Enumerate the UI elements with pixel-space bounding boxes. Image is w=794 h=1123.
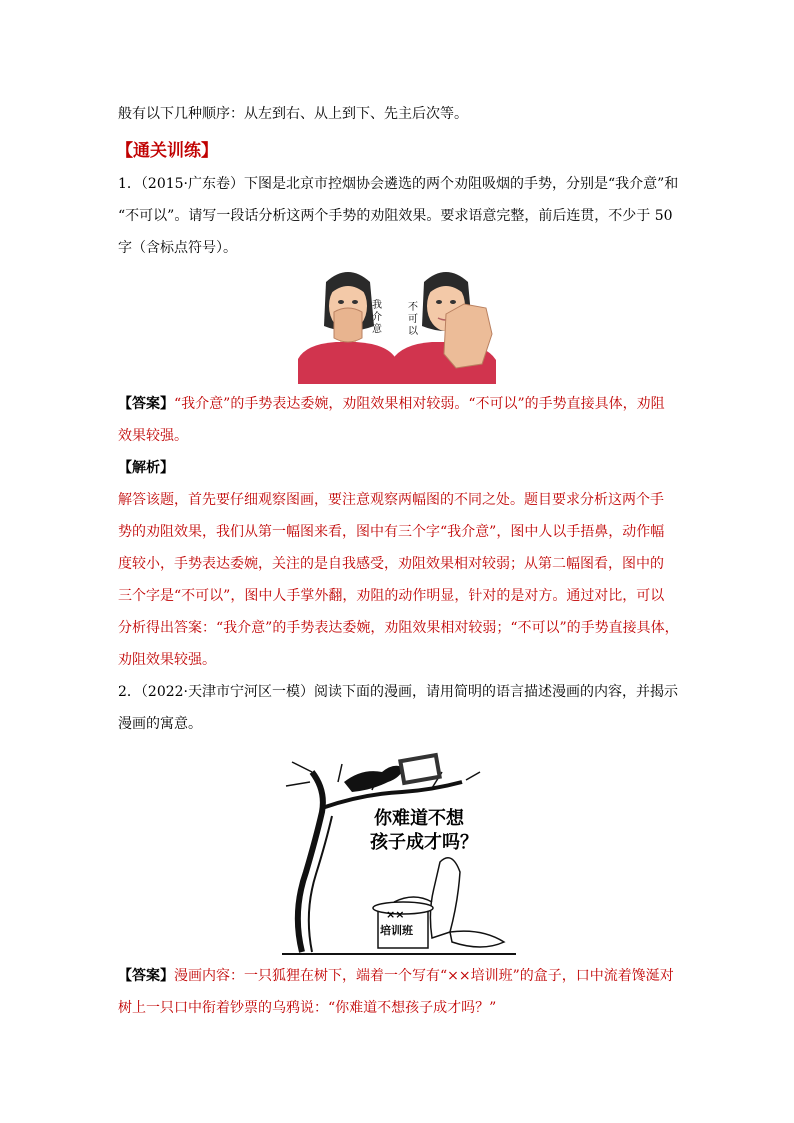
q1-answer-line-1: [118, 394, 665, 414]
q2-line-2: 漫画的寓意。: [118, 716, 202, 732]
answer-label: 【答案】: [118, 968, 174, 984]
analysis-line: 度较小，手势表达委婉，关注的是自我感受，劝阻效果相对较弱；从第二幅图看，图中的: [118, 556, 664, 572]
analysis-line: 分析得出答案：“我介意”的手势表达委婉，劝阻效果相对较弱；“不可以”的手势直接具体，: [118, 620, 679, 636]
cartoon-speech-line-2: 孩子成才吗？: [370, 832, 478, 853]
q2-line-1: 2．（2022·天津市宁河区一模）阅读下面的漫画，请用简明的语言描述漫画的内容，并揭示: [118, 684, 678, 700]
answer-label: 【答案】: [118, 396, 174, 412]
q1-line-1: 1．（2015·广东卷）下图是北京市控烟协会遴选的两个劝阻吸烟的手势，分别是“我介意”和: [118, 176, 679, 192]
q1-answer-line-2: 效果较强。: [118, 428, 188, 444]
analysis-line: 势的劝阻效果，我们从第一幅图来看，图中有三个字“我介意”，图中人以手捂鼻，动作幅: [118, 524, 665, 540]
intro-line: 般有以下几种顺序：从左到右、从上到下、先主后次等。: [118, 106, 468, 122]
cartoon-box-label-top: ××: [386, 908, 405, 921]
analysis-line: 解答该题，首先要仔细观察图画，要注意观察两幅图的不同之处。题目要求分析这两个手: [118, 492, 664, 508]
gesture-left-label: 我介意: [372, 300, 382, 335]
cartoon-illustration: [282, 742, 516, 956]
q2-answer-line-1: [118, 966, 674, 986]
q1-line-2: “不可以”。请写一段话分析这两个手势的劝阻效果。要求语意完整，前后连贯，不少于 50: [118, 208, 673, 224]
analysis-line: 劝阻效果较强。: [118, 652, 216, 668]
gesture-photo: [296, 264, 496, 384]
q1-line-3: 字（含标点符号）。: [118, 240, 237, 256]
analysis-label: 【解析】: [118, 460, 174, 476]
analysis-line: 三个字是“不可以”，图中人手掌外翻，劝阻的动作明显，针对的是对方。通过对比，可以: [118, 588, 665, 604]
answer-text: 漫画内容：一只狐狸在树下，端着一个写有“××培训班”的盒子，口中流着馋涎对: [174, 968, 674, 984]
answer-text: “我介意”的手势表达委婉，劝阻效果相对较弱。“不可以”的手势直接具体，劝阻: [174, 396, 665, 412]
cartoon-speech-line-1: 你难道不想: [374, 808, 464, 829]
gesture-illustration: [296, 264, 496, 384]
cartoon-box-label-bottom: 培训班: [380, 924, 413, 937]
gesture-right-label: 不可以: [408, 302, 418, 337]
q2-answer-line-2: 树上一只口中衔着钞票的乌鸦说：“你难道不想孩子成才吗？”: [118, 1000, 497, 1016]
section-title: 【通关训练】: [116, 141, 218, 161]
